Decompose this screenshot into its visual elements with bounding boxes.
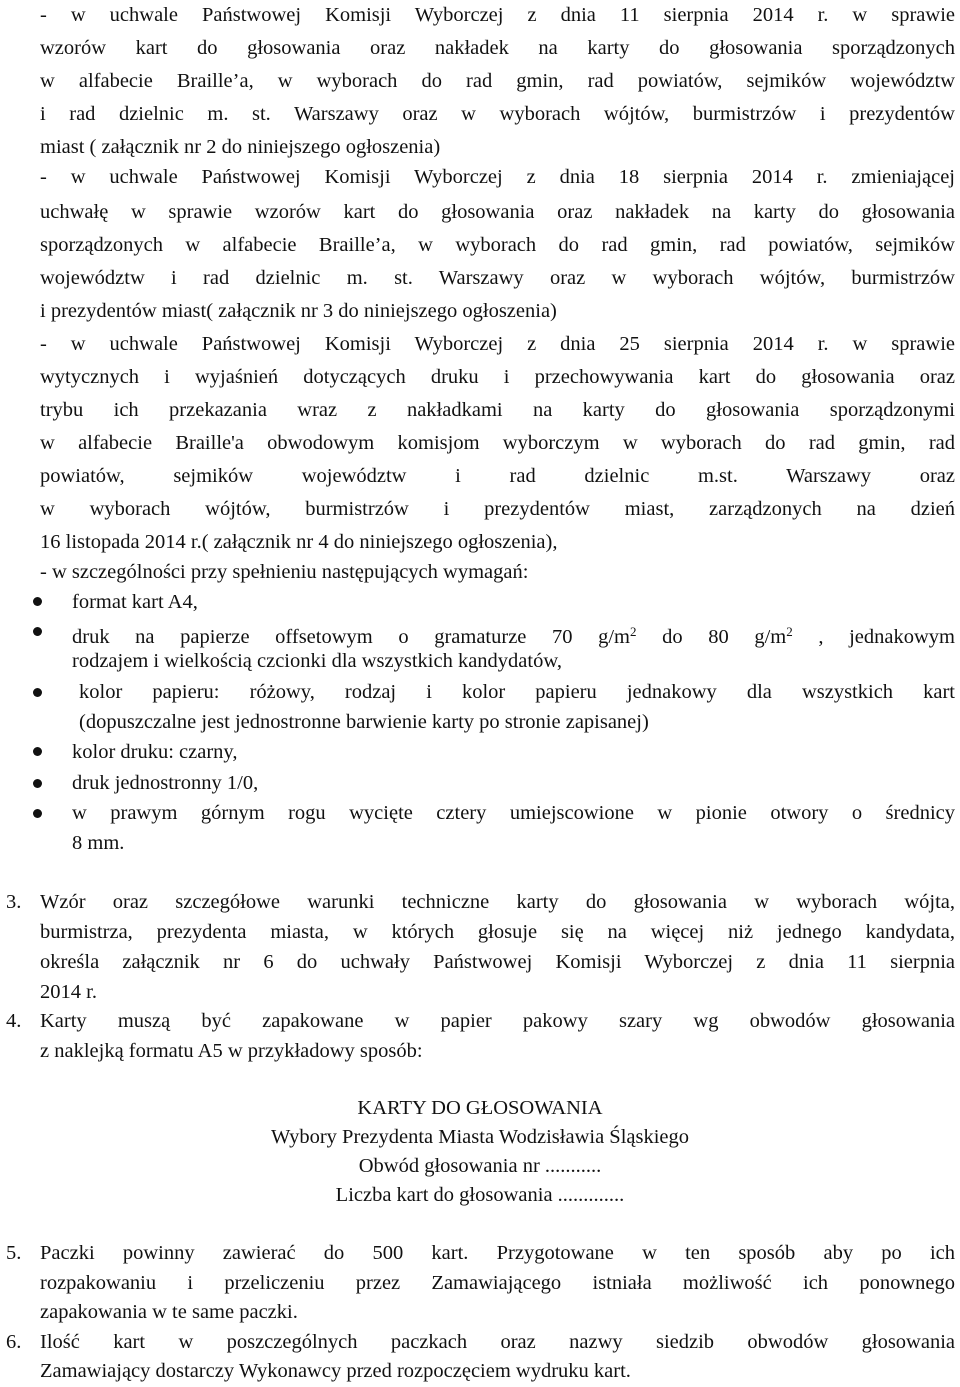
bullet-icon <box>33 779 42 788</box>
intro-line: miast ( załącznik nr 2 do niniejszego ogłoszenia) <box>40 136 441 158</box>
requirement-sides: druk jednostronny 1/0, <box>72 772 259 794</box>
intro-line: wzorów kart do głosowania oraz nakładek na karty do głosowania sporządzonych <box>40 37 955 59</box>
intro-line: - w uchwale Państwowej Komisji Wyborczej z dnia 11 sierpnia 2014 r. w sprawie <box>40 4 955 26</box>
paper-weight-text: do 80 g/m <box>636 626 787 648</box>
point-line: określa załącznik nr 6 do uchwały Państwowej Komisji Wyborczej z dnia 11 sierpnia <box>40 951 955 973</box>
point-line: Karty muszą być zapakowane w papier pakowy szary wg obwodów głosowania <box>40 1010 955 1032</box>
point-line: rozpakowaniu i przeliczeniu przez Zamawiającego istniała możliwość ich ponownego <box>40 1272 955 1294</box>
label-line: Liczba kart do głosowania ............. <box>335 1184 625 1206</box>
intro-line: uchwałę w sprawie wzorów kart do głosowania oraz nakładek na karty do głosowania <box>40 201 955 223</box>
intro-line: w alfabecie Braille'a obwodowym komisjom wyborczym w wyborach do rad gmin, rad <box>40 432 955 454</box>
requirement-color: kolor papieru: różowy, rodzaj i kolor papieru jednakowy dla wszystkich kart <box>79 681 955 703</box>
paper-weight-text: druk na papierze offsetowym o gramaturze 70 g/m <box>72 626 631 648</box>
requirement-holes: w prawym górnym rogu wycięte cztery umiejscowione w pionie otwory o średnicy <box>72 802 955 824</box>
bullet-icon <box>33 597 42 606</box>
point-line: Wzór oraz szczegółowe warunki techniczne karty do głosowania w wyborach wójta, <box>40 891 955 913</box>
intro-line: - w uchwale Państwowej Komisji Wyborczej z dnia 18 sierpnia 2014 r. zmieniającej <box>40 166 955 188</box>
requirement-color-cont: (dopuszczalne jest jednostronne barwienie karty po stronie zapisanej) <box>79 711 649 733</box>
point-number: 3. <box>6 891 22 913</box>
intro-line: i prezydentów miast( załącznik nr 3 do niniejszego ogłoszenia) <box>40 300 557 322</box>
requirement-holes-cont: 8 mm. <box>72 832 125 854</box>
intro-line: trybu ich przekazania wraz z nakładkami na karty do głosowania sporządzonymi <box>40 399 955 421</box>
point-line: Ilość kart w poszczególnych paczkach oraz nazwy siedzib obwodów głosowania <box>40 1331 955 1353</box>
label-line: Wybory Prezydenta Miasta Wodzisławia Śląskiego <box>270 1126 690 1148</box>
point-line: 2014 r. <box>40 981 97 1003</box>
point-line: Zamawiający dostarczy Wykonawcy przed rozpoczęciem wydruku kart. <box>40 1360 631 1382</box>
intro-line: województw i rad dzielnic m. st. Warszawy oraz w wyborach wójtów, burmistrzów <box>40 267 955 289</box>
point-line: Paczki powinny zawierać do 500 kart. Przygotowane w ten sposób aby po ich <box>40 1242 955 1264</box>
point-number: 5. <box>6 1242 22 1264</box>
intro-line: 16 listopada 2014 r.( załącznik nr 4 do niniejszego ogłoszenia), <box>40 531 558 553</box>
point-line: z naklejką formatu A5 w przykładowy sposób: <box>40 1040 423 1062</box>
bullet-icon <box>33 627 42 636</box>
point-line: burmistrza, prezydenta miasta, w których głosuje się na więcej niż jednego kandydata, <box>40 921 955 943</box>
requirement-format: format kart A4, <box>72 591 198 613</box>
point-line: zapakowania w te same paczki. <box>40 1301 298 1323</box>
intro-line: - w uchwale Państwowej Komisji Wyborczej z dnia 25 sierpnia 2014 r. w sprawie <box>40 333 955 355</box>
label-title: KARTY DO GŁOSOWANIA <box>357 1097 603 1119</box>
point-number: 4. <box>6 1010 22 1032</box>
intro-line: w alfabecie Braille’a, w wyborach do rad gmin, rad powiatów, sejmików województw <box>40 70 955 92</box>
bullet-icon <box>33 688 42 697</box>
requirement-paper-cont: rodzajem i wielkością czcionki dla wszystkich kandydatów, <box>72 650 562 672</box>
bullet-icon <box>33 747 42 756</box>
point-number: 6. <box>6 1331 22 1353</box>
requirement-paper <box>72 617 955 647</box>
intro-line: powiatów, sejmików województw i rad dzielnic m.st. Warszawy oraz <box>40 465 955 487</box>
superscript: 2 <box>786 624 793 639</box>
intro-line: - w szczególności przy spełnieniu następujących wymagań: <box>40 561 529 583</box>
bullet-icon <box>33 809 42 818</box>
paper-weight-text: , jednakowym <box>792 626 955 648</box>
intro-line: sporządzonych w alfabecie Braille’a, w wyborach do rad gmin, rad powiatów, sejmików <box>40 234 955 256</box>
superscript: 2 <box>630 624 637 639</box>
intro-line: i rad dzielnic m. st. Warszawy oraz w wyborach wójtów, burmistrzów i prezydentów <box>40 103 955 125</box>
intro-line: w wyborach wójtów, burmistrzów i prezydentów miast, zarządzonych na dzień <box>40 498 955 520</box>
intro-line: wytycznych i wyjaśnień dotyczących druku i przechowywania kart do głosowania oraz <box>40 366 955 388</box>
label-line: Obwód głosowania nr ........... <box>358 1155 602 1177</box>
requirement-ink: kolor druku: czarny, <box>72 741 238 763</box>
